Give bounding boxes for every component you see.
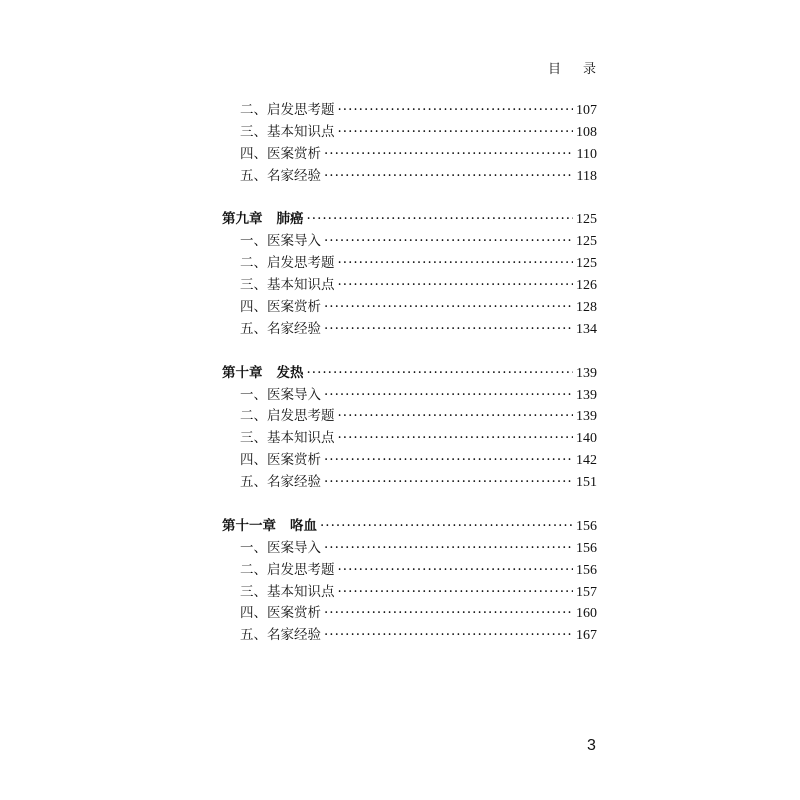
section-label: 一、医案导入: [240, 386, 321, 403]
section-spacer: [222, 188, 597, 210]
section-label: 三、基本知识点: [240, 430, 335, 447]
toc-page-number: 128: [576, 300, 597, 316]
section-label: 五、名家经验: [240, 320, 321, 337]
toc-page-number: 125: [576, 212, 597, 228]
toc-page-number: 142: [576, 453, 597, 469]
dot-leader: [324, 144, 574, 166]
toc-page-number: 160: [576, 606, 597, 622]
running-head: 目录: [548, 62, 619, 77]
dot-leader: [324, 319, 573, 341]
section-label: 五、名家经验: [240, 627, 321, 644]
dot-leader: [324, 231, 573, 253]
dot-leader: [338, 253, 574, 275]
toc-section-entry[interactable]: [222, 538, 597, 560]
section-label: 一、医案导入: [240, 539, 321, 556]
chapter-number: 第十章: [222, 364, 263, 381]
toc-page-number: 107: [576, 103, 597, 118]
dot-leader: [324, 166, 574, 188]
toc-section-entry[interactable]: [222, 231, 597, 253]
section-label: 四、医案赏析: [240, 452, 321, 469]
dot-leader: [338, 275, 574, 297]
toc-section-entry[interactable]: [222, 472, 597, 494]
section-label: 二、启发思考题: [240, 102, 335, 118]
dot-leader: [324, 472, 573, 494]
page-number: 3: [587, 737, 596, 754]
section-label: 五、名家经验: [240, 474, 321, 491]
toc-section-entry[interactable]: [222, 122, 597, 144]
toc-section-entry[interactable]: [222, 385, 597, 407]
toc-page-number: 157: [576, 584, 597, 600]
section-label: 五、名家经验: [240, 167, 321, 184]
dot-leader: [324, 625, 573, 647]
toc-section-entry[interactable]: [222, 144, 597, 166]
dot-leader: [324, 297, 573, 319]
toc-page-number: 156: [576, 540, 597, 556]
toc-page-number: 139: [576, 387, 597, 403]
toc-page-number: 125: [576, 234, 597, 250]
toc-section-entry[interactable]: [222, 603, 597, 625]
toc-page-number: 108: [576, 124, 597, 140]
dot-leader: [324, 538, 573, 560]
section-label: 三、基本知识点: [240, 583, 335, 600]
section-label: 二、启发思考题: [240, 561, 335, 578]
toc-section-entry[interactable]: [222, 297, 597, 319]
dot-leader: [320, 516, 573, 538]
toc-page-number: 126: [576, 278, 597, 294]
dot-leader: [307, 209, 574, 231]
toc-page-number: 139: [576, 409, 597, 425]
section-label: 三、基本知识点: [240, 277, 335, 294]
chapter-number: 第九章: [222, 211, 263, 228]
toc-page-number: 110: [576, 146, 597, 162]
toc-chapter-entry[interactable]: [222, 209, 597, 231]
dot-leader: [324, 385, 573, 407]
dot-leader: [338, 560, 574, 582]
dot-leader: [338, 406, 574, 428]
toc-page-number: 140: [576, 431, 597, 447]
toc-section-entry[interactable]: [222, 560, 597, 582]
toc-page-number: 118: [576, 168, 597, 184]
dot-leader: [338, 100, 574, 122]
dot-leader: [324, 603, 573, 625]
section-label: 四、医案赏析: [240, 299, 321, 316]
toc-section-entry[interactable]: [222, 100, 597, 122]
chapter-heading: [222, 363, 304, 385]
toc-section-entry[interactable]: [222, 428, 597, 450]
chapter-title: 咯血: [290, 517, 317, 534]
toc-page-number: 139: [576, 365, 597, 381]
chapter-title: 发热: [276, 364, 304, 381]
chapter-title: 肺癌: [276, 211, 304, 228]
toc-chapter-entry[interactable]: [222, 363, 597, 385]
section-label: 四、医案赏析: [240, 605, 321, 622]
section-label: 四、医案赏析: [240, 145, 321, 162]
dot-leader: [338, 122, 574, 144]
section-label: 一、医案导入: [240, 233, 321, 250]
dot-leader: [307, 363, 574, 385]
dot-leader: [338, 582, 574, 604]
toc-page-number: 167: [576, 628, 597, 644]
dot-leader: [324, 450, 573, 472]
toc-page-number: 125: [576, 256, 597, 272]
toc-section-entry[interactable]: [222, 253, 597, 275]
toc-section-entry[interactable]: [222, 625, 597, 647]
section-label: 二、启发思考题: [240, 255, 335, 272]
section-label: 三、基本知识点: [240, 123, 335, 140]
toc-page-number: 156: [576, 562, 597, 578]
toc-section-entry[interactable]: [222, 450, 597, 472]
toc-page-number: 134: [576, 321, 597, 337]
chapter-heading: [222, 516, 317, 538]
toc-section-entry[interactable]: [222, 582, 597, 604]
toc-section-entry[interactable]: [222, 275, 597, 297]
toc-page-number: 156: [576, 518, 597, 534]
toc-page-number: 151: [576, 475, 597, 491]
toc-section-entry[interactable]: [222, 166, 597, 188]
chapter-heading: [222, 209, 304, 231]
section-spacer: [222, 341, 597, 363]
toc-chapter-entry[interactable]: [222, 516, 597, 538]
toc-section-entry[interactable]: [222, 319, 597, 341]
chapter-number: 第十一章: [222, 517, 276, 534]
toc-section-entry[interactable]: [222, 406, 597, 428]
section-label: 二、启发思考题: [240, 408, 335, 425]
dot-leader: [338, 428, 574, 450]
section-spacer: [222, 494, 597, 516]
table-of-contents: [222, 100, 597, 647]
